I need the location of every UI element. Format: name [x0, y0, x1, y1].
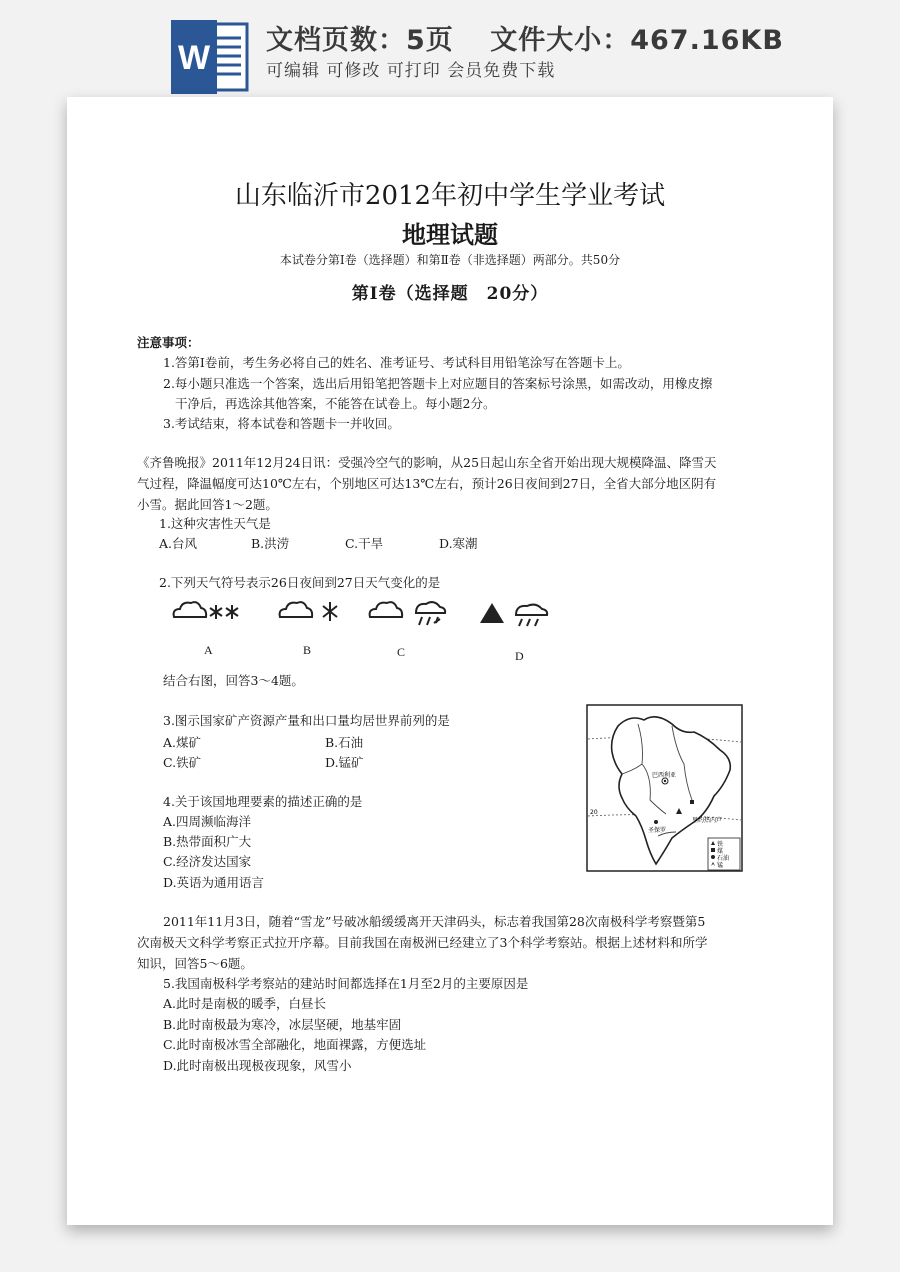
latitude-label: 20 — [590, 809, 598, 816]
option: D.锰矿 — [325, 755, 364, 770]
map-intro: 结合右图，回答3～4题。 — [163, 673, 304, 688]
symbol-label: C — [397, 645, 406, 659]
file-info — [266, 18, 810, 57]
passage-line: 知识，回答5～6题。 — [137, 956, 253, 971]
passage-line: 《齐鲁晚报》2011年12月24日讯：受强冷空气的影响，从25日起山东全省开始出现大规模降温、降雪天 — [137, 455, 717, 470]
exam-title: 山东临沂市2012年初中学生学业考试 — [234, 181, 666, 211]
notice-heading: 注意事项： — [137, 335, 200, 350]
legend-item: 锰 — [717, 862, 724, 869]
question-stem: 4.关于该国地理要素的描述正确的是 — [163, 794, 363, 809]
option: A.此时是南极的暖季，白昼长 — [163, 996, 327, 1011]
option: B.热带面积广大 — [163, 834, 252, 849]
city-label: 巴西利亚 — [652, 772, 677, 779]
passage-line: 小雪。据此回答1～2题。 — [137, 497, 278, 512]
option: C.干旱 — [345, 536, 384, 551]
cloud-icon — [174, 602, 207, 617]
city-label: 圣保罗 — [648, 827, 667, 834]
question-stem: 1.这种灾害性天气是 — [159, 516, 271, 531]
snowflake-icon — [323, 602, 337, 621]
cloud-icon — [280, 602, 313, 617]
section-title: 第Ⅰ卷（选择题 20分） — [351, 284, 549, 304]
legend-item: 煤 — [717, 848, 724, 855]
file-size: 文件大小：467.16KB — [490, 25, 784, 56]
option: C.经济发达国家 — [163, 854, 252, 869]
symbol-label: A — [204, 643, 213, 657]
page-count: 文档页数：5页 — [266, 25, 454, 56]
notice-item: 干净后，再选涂其他答案，不能答在试卷上。每小题2分。 — [175, 396, 496, 411]
download-banner — [0, 0, 900, 96]
exam-intro: 本试卷分第Ⅰ卷（选择题）和第Ⅱ卷（非选择题）两部分。共50分 — [279, 253, 621, 267]
option: A.四周濒临海洋 — [163, 814, 252, 829]
passage-line: 气过程，降温幅度可达10℃左右，个别地区可达13℃左右，预计26日夜间到27日，全省大部分地区阴有 — [137, 476, 717, 491]
option: D.英语为通用语言 — [163, 875, 265, 890]
passage-line: 2011年11月3日，随着“雪龙”号破冰船缓缓离开天津码头，标志着我国第28次南极科学考察暨第5 — [163, 914, 706, 929]
option: B.此时南极最为寒冷，冰层坚硬，地基牢固 — [163, 1017, 402, 1032]
snowflake-icon — [210, 605, 238, 619]
legend-item: 铁 — [717, 841, 724, 848]
exam-subtitle: 地理试题 — [402, 220, 498, 249]
option: C.铁矿 — [163, 755, 202, 770]
symbol-label: D — [515, 649, 524, 663]
symbol-label: B — [303, 643, 312, 657]
rain-icon — [516, 605, 547, 626]
notice-item: 1.答第Ⅰ卷前，考生务必将自己的姓名、准考证号、考试科目用铅笔涂写在答题卡上。 — [163, 355, 630, 370]
city-label: 里约热内卢 — [692, 817, 723, 824]
document-page — [67, 97, 833, 1225]
feature-list: 可编辑 可修改 可打印 会员免费下载 — [266, 61, 556, 81]
option: A.台风 — [159, 536, 198, 551]
option: B.石油 — [325, 735, 364, 750]
option: D.寒潮 — [439, 536, 478, 551]
option: B.洪涝 — [251, 536, 290, 551]
passage-line: 次南极天文科学考察正式拉开序幕。目前我国在南极洲已经建立了3个科学考察站。根据上述材料和所学 — [137, 935, 708, 950]
legend-item: 石油 — [717, 855, 730, 862]
brazil-map — [586, 704, 743, 872]
question-stem: 2.下列天气符号表示26日夜间到27日天气变化的是 — [159, 575, 441, 590]
question-stem: 5.我国南极科学考察站的建站时间都选择在1月至2月的主要原因是 — [163, 976, 529, 991]
option: C.此时南极冰雪全部融化，地面裸露，方便选址 — [163, 1037, 427, 1052]
triangle-icon — [480, 603, 504, 623]
word-document-icon — [171, 20, 251, 94]
question-stem: 3.图示国家矿产资源产量和出口量均居世界前列的是 — [163, 713, 450, 728]
notice-item: 2.每小题只准选一个答案，选出后用铅笔把答题卡上对应题目的答案标号涂黑，如需改动，用橡皮擦 — [163, 376, 713, 391]
sleet-icon — [416, 602, 445, 625]
notice-item: 3.考试结束，将本试卷和答题卡一并收回。 — [163, 416, 400, 431]
weather-symbols — [170, 597, 570, 637]
cloud-icon — [370, 602, 403, 617]
svg-text:W: W — [177, 39, 211, 77]
option: A.煤矿 — [163, 735, 202, 750]
option: D.此时南极出现极夜现象，风雪小 — [163, 1058, 352, 1073]
